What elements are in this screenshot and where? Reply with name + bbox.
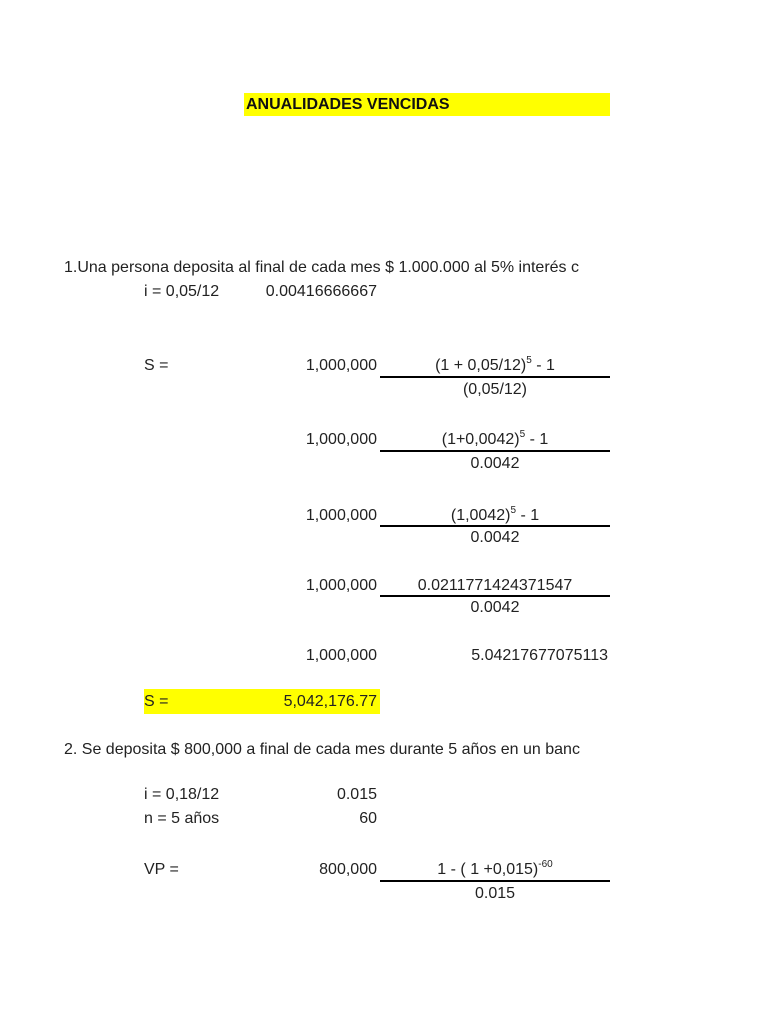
problem2-i-value: 0.015 xyxy=(336,786,377,803)
problem2-vp-label: VP = xyxy=(144,861,179,878)
page-title: ANUALIDADES VENCIDAS xyxy=(246,96,450,113)
problem1-statement: 1.Una persona deposita al final de cada mes $ 1.000.000 al 5% interés c xyxy=(64,259,579,276)
step3-numerator: $(1,0042)^5 - 1$ xyxy=(450,504,540,524)
problem1-i-label: i = 0,05/12 xyxy=(144,283,220,300)
step1-fraction-line xyxy=(380,376,610,378)
problem1-statement-cell xyxy=(60,257,610,279)
step4-denominator: 0.0042 xyxy=(470,599,520,616)
final-factor: 5.04217677075113 xyxy=(471,647,608,664)
problem2-statement: 2. Se deposita $ 800,000 a final de cada mes durante 5 años en un banc xyxy=(64,741,580,758)
step4-amount: 1,000,000 xyxy=(305,577,377,594)
problem2-n-value: 60 xyxy=(359,810,377,827)
problem1-s-label: S = xyxy=(144,357,169,374)
step3-denominator: 0.0042 xyxy=(470,529,520,546)
step3-fraction-line xyxy=(380,525,610,527)
step2-amount: 1,000,000 xyxy=(305,431,377,448)
problem2-numerator: 1 - ( 1 +0,015)$^{-60}$ xyxy=(437,858,553,878)
step2-numerator: $(1+0,0042)^5 - 1$ xyxy=(441,428,549,448)
problem2-fraction-line xyxy=(380,880,610,882)
problem2-denominator: 0.015 xyxy=(474,885,516,902)
step4-fraction-line xyxy=(380,595,610,597)
step1-amount: 1,000,000 xyxy=(305,357,377,374)
result-label: S = xyxy=(144,693,169,710)
problem2-n-label: n = 5 años xyxy=(144,810,220,827)
step3-amount: 1,000,000 xyxy=(305,507,377,524)
problem2-i-label: i = 0,18/12 xyxy=(144,786,220,803)
step4-numerator: 0.0211771424371547 xyxy=(417,577,573,594)
step2-fraction-line xyxy=(380,450,610,452)
result-value: 5,042,176.77 xyxy=(283,693,377,710)
step2-denominator: 0.0042 xyxy=(470,455,520,472)
problem1-i-value: 0.00416666667 xyxy=(265,283,377,300)
step1-numerator: $(1 + 0,05/12)^5 - 1$ xyxy=(435,354,555,374)
final-amount: 1,000,000 xyxy=(305,647,377,664)
step1-denominator: (0,05/12) xyxy=(462,381,528,398)
problem2-statement-cell xyxy=(60,739,610,761)
problem2-amount: 800,000 xyxy=(319,861,377,878)
